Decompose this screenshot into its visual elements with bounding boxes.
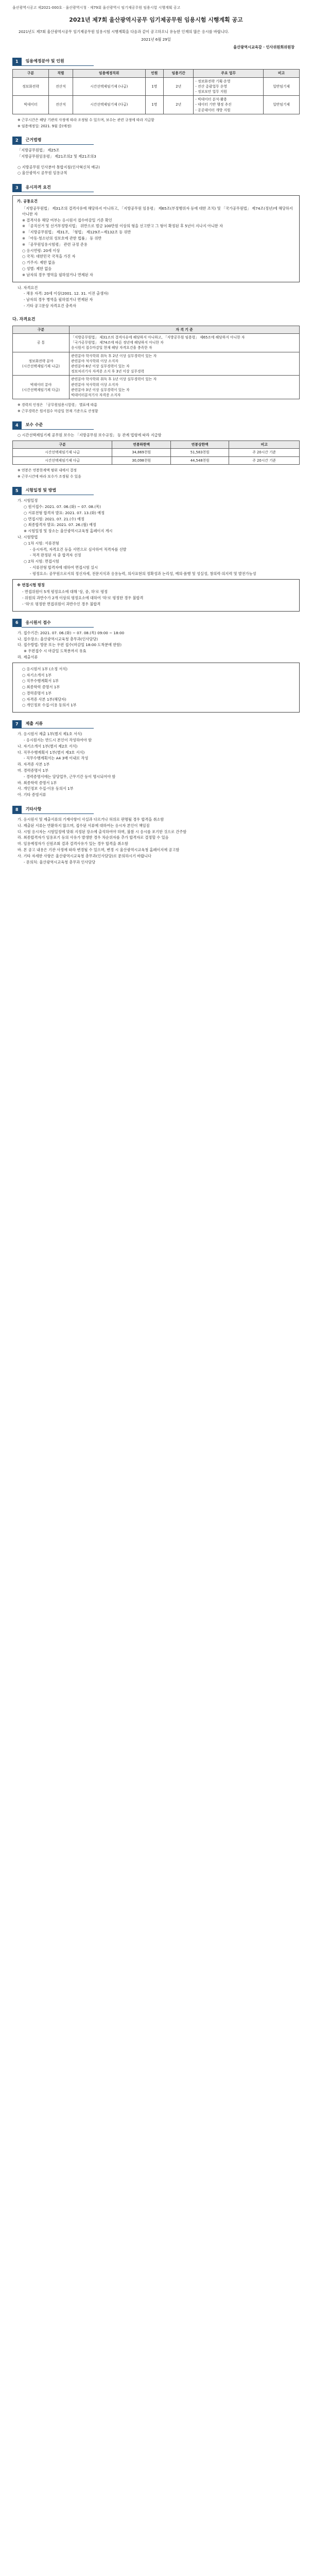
submit-item: 가. 응시원서 제출 1부(별지 제1호 서식) — [18, 732, 82, 737]
positions-table — [12, 69, 300, 114]
schedule-item: ※ 시험일정 및 장소는 울산광역시교육청 홈페이지 게시 — [24, 529, 113, 534]
sub-item: 나. 자격요건 — [18, 285, 38, 290]
table-cell: 정보화전략 — [13, 77, 49, 96]
table-header-cell: 구분 — [13, 326, 70, 333]
section-title: 응시원서 접수 — [22, 619, 94, 628]
law-note: ○ 울산광역시 공무원 임용규칙 — [18, 171, 67, 176]
table-cell: 관련분야 학사학위 취득 후 1년 이상 실무경력이 있는 자 관련분야 석사학위 이상 소지자 관련분야 3년 이상 실무경력이 있는 자 빅데이터분석기사 자격증 소지자 — [70, 376, 300, 399]
box-line: - '하'로 평정한 면접위원이 과반수인 경우 불합격 — [22, 601, 101, 606]
schedule-item: - 적격 판정된 자 중 합격자 선정 — [30, 553, 81, 558]
box-line: - 위원의 과반수가 2개 이상의 평정요소에 대하여 '하'로 평정한 경우 불합격 — [22, 596, 144, 601]
section-title: 제출 서류 — [22, 720, 94, 728]
law-item: 「지방공무원임용령」 제21조의2 및 제21조의3 — [18, 154, 96, 159]
section-title: 시험일정 및 방법 — [22, 486, 94, 495]
section-7-header — [12, 720, 300, 728]
box-line: ※ 남자의 경우 병역을 필하였거나 면제된 자 — [22, 272, 93, 277]
section-title: 임용예정분야 및 인원 — [22, 57, 94, 66]
section-number: 5 — [12, 487, 22, 495]
box-line: 「지방공무원법」 제31조의 결격사유에 해당하지 아니하고, 「지방공무원 임용령」 제65조(부정행위자 등에 대한 조치) 및 「국가공무원법」 제74조(정년)에 해당하지 아니한 자 — [22, 206, 293, 216]
application-item: 가. 접수기간: 2021. 07. 06.(화) ~ 07. 08.(목) 09:00 ~ 18:00 — [18, 630, 125, 635]
submit-item: - 경력증명서에는 담당업무, 근무기간 등이 명시되어야 함 — [24, 774, 116, 779]
submit-item: 마. 경력증명서 1부 — [18, 768, 49, 773]
misc-item: 가. 응시원서 및 제출서류의 기재사항이 사실과 다르거나 허위로 판명될 경우 합격을 취소함 — [18, 817, 164, 822]
table-cell: 시간선택제임기제 나급 — [13, 449, 112, 456]
table-header-row — [13, 70, 300, 77]
table-cell: 빅데이터 분야 (시간선택제임기제 다급) — [13, 376, 70, 399]
law-note: ○ 지방공무원 인사분야 통합지침(인사혁신처 예규) — [18, 164, 100, 170]
section-title: 보수 수준 — [22, 421, 94, 430]
application-item: 다. 접수방법: 방문 또는 우편 접수(마감일 18:00 도착분에 한함) — [18, 642, 122, 648]
schedule-item: ○ 1차 시험: 서류전형 — [24, 540, 59, 546]
box-line: ※ 「아동·청소년의 성보호에 관한 법률」 등 위반 — [22, 236, 102, 241]
box-line: ※ 「지방공무원법」 제31조, 「형법」 제129조~제132조 등 위반 — [22, 230, 131, 235]
table-row — [13, 334, 300, 352]
pay-table — [12, 440, 300, 465]
sub-item: - 채용 자격: 20세 이상(2001. 12. 31. 이전 출생자) — [24, 291, 109, 296]
table-header-cell: 자 격 기 준 — [70, 326, 300, 333]
table-cell: 시간선택제임기제 다급 — [13, 456, 112, 464]
table-cell: 51,583천원 — [170, 449, 229, 456]
note-line: ※ 근무시간은 해당 기관의 사정에 따라 조정될 수 있으며, 보수는 관련 규정에 따라 지급함 — [18, 117, 154, 122]
submit-item: - 응시원서는 반드시 본인이 작성하여야 함 — [24, 738, 92, 743]
table-header-cell: 임용예정직위 — [73, 70, 145, 77]
table-row — [13, 96, 300, 114]
misc-item: - 문의처: 울산광역시교육청 총무과 인사담당 — [24, 859, 96, 865]
box-line: ○ 국적: 대한민국 국적을 가진 자 — [22, 254, 76, 259]
table-header-cell: 주요 업무 — [194, 70, 264, 77]
section-4-header — [12, 421, 300, 430]
section-1-header — [12, 57, 300, 66]
section-number: 2 — [12, 137, 22, 145]
note-line: ※ 근무경력은 원서접수 마감일 현재 기준으로 산정함 — [18, 409, 98, 414]
table-cell: 일반임기제 — [263, 96, 299, 114]
section-number: 8 — [12, 806, 22, 814]
table-cell: 44,548천원 — [170, 456, 229, 464]
table-header-cell: 비고 — [263, 70, 299, 77]
table-cell: 주 20시간 기준 — [229, 456, 300, 464]
note-line: ※ 경력의 인정은 「공무원임용시험령」 별표에 따름 — [18, 403, 97, 408]
table-header-cell: 직렬 — [48, 70, 73, 77]
issuer-name: 울산광역시교육감 · 인사위원회위원장 — [233, 44, 294, 49]
box-title: ※ 면접시험 평정 — [17, 582, 45, 587]
schedule-item: ○ 원서접수: 2021. 07. 06.(화) ~ 07. 08.(목) — [24, 504, 101, 509]
misc-item: 나. 제출된 서류는 반환하지 않으며, 접수된 서류에 대하여는 응시자 본인이 책임짐 — [18, 823, 150, 828]
note-line: ※ 연봉은 연봉한계액 범위 내에서 결정 — [18, 468, 77, 472]
table-cell: 「지방공무원법」 제31조의 결격사유에 해당하지 아니하고, 「지방공무원 임용령」 제65조에 해당하지 아니한 자 「국가공무원법」 제74조에 따른 정년에 해당하지 아니한 자 응시원서 접수마감일 현재 해당 자격요건을 충족한 자 — [70, 334, 300, 352]
table-row — [13, 77, 300, 96]
note-line: ※ 근무시간에 따라 보수가 조정될 수 있음 — [18, 474, 81, 479]
box-line: ○ 개인정보 수집·이용 동의서 1부 — [22, 703, 77, 708]
table-cell: 34,869천원 — [112, 449, 171, 456]
section-title: 근거법령 — [22, 136, 94, 145]
table-row — [13, 456, 300, 464]
submit-item: 나. 자기소개서 1부(별지 제2호 서식) — [18, 743, 78, 749]
sub-item: - 남자의 경우 병역을 필하였거나 면제된 자 — [24, 297, 93, 302]
table-cell: 빅데이터 — [13, 96, 49, 114]
section-title: 기타사항 — [22, 805, 94, 814]
schedule-item: - 응시자격, 자격요건 등을 서면으로 심사하여 적격자를 선발 — [30, 547, 127, 552]
box-line: - 면접위원이 5개 평정요소에 대해 '상, 중, 하'로 평정 — [22, 589, 108, 595]
box-title: 가. 공통요건 — [17, 199, 38, 204]
submit-item: 다. 직무수행계획서 1부(별지 제3호 서식) — [18, 750, 85, 755]
law-item: 「지방공무원법」 제25조 — [18, 148, 60, 153]
table-row — [13, 376, 300, 399]
submit-item: 아. 기타 증빙서류 — [18, 792, 46, 798]
misc-item: 마. 임용예정자가 신원조회 결과 결격사유가 있는 경우 합격을 취소함 — [18, 841, 128, 846]
box-line: ○ 경력증명서 1부 — [22, 690, 52, 696]
table-header-cell: 임용기간 — [163, 70, 193, 77]
table-cell: 정보화전략 분야 (시간선택제임기제 나급) — [13, 352, 70, 376]
section-3-header — [12, 183, 300, 192]
misc-item: 라. 최종합격자가 임용포기 등의 사유가 발생한 경우 차순위자를 추가 합격자로 결정할 수 있음 — [18, 835, 169, 840]
submit-item: - 직무수행계획서는 A4 3매 이내로 작성 — [24, 756, 89, 761]
misc-item: 바. 본 공고 내용은 기관 사정에 따라 변경될 수 있으며, 변경 시 울산광역시교육청 홈페이지에 공고함 — [18, 848, 180, 853]
section-2-header — [12, 136, 300, 145]
table-cell: 1명 — [145, 77, 163, 96]
table-header-row — [13, 441, 300, 449]
section-6-header — [12, 619, 300, 628]
misc-item: 다. 시험 응시자는 시험일정에 맞춰 지정된 장소에 출석하여야 하며, 불참 시 응시를 포기한 것으로 간주함 — [18, 829, 187, 834]
section-number: 6 — [12, 619, 22, 627]
table-cell: 2년 — [163, 77, 193, 96]
misc-item: 사. 기타 자세한 사항은 울산광역시교육청 총무과(인사담당)로 문의하시기 바랍니다 — [18, 853, 151, 858]
table-row — [13, 352, 300, 376]
table-cell: 2년 — [163, 96, 193, 114]
note-line: ※ 임용예정일: 2021. 9월 중(예정) — [18, 124, 72, 128]
box-line: ○ 자격증 사본 1부(해당자) — [22, 697, 66, 702]
box-line: ○ 응시원서 1부 (소정 서식) — [22, 666, 68, 671]
schedule-item: - 서류전형 합격자에 대하여 면접시험 실시 — [30, 565, 98, 570]
table-cell: 1명 — [145, 96, 163, 114]
box-line: ○ 최종학력 증명서 1부 — [22, 685, 60, 690]
table-header-cell: 연봉하한액 — [112, 441, 171, 449]
application-item: ※ 우편접수 시 마감일 도착분까지 유효 — [24, 649, 86, 654]
table-header-row — [13, 326, 300, 333]
table-cell: 전산직 — [48, 77, 73, 96]
table-header-cell: 연봉상한액 — [170, 441, 229, 449]
table-cell: - 정보화전략 기획·운영 - 전산 총괄업무 운영 - 정보보안 업무 지원 — [194, 77, 264, 96]
document-title: 2021년 제7회 울산광역시공무 임기제공무원 임용시험 시행계획 공고 — [69, 16, 243, 23]
table-cell: 30,098천원 — [112, 456, 171, 464]
schedule-item: ○ 서류전형 합격자 발표: 2021. 07. 13.(화) 예정 — [24, 510, 105, 515]
header-note: 울산광역시공고 제2021-000호 · 울산광역시청 · 제79회 울산광역시 임기제공무원 임용시험 시행계획 공고 — [12, 6, 181, 10]
common-requirements-box — [12, 195, 300, 282]
table-cell: - 빅데이터 분석·활용 - 데이터 기반 행정 추진 - 공공데이터 개방 지원 — [194, 96, 264, 114]
interview-rating-box — [12, 579, 300, 612]
schedule-item: ○ 면접시험: 2021. 07. 21.(수) 예정 — [24, 516, 84, 521]
table-header-cell: 인원 — [145, 70, 163, 77]
intro-paragraph: 2021년도 제7회 울산광역시공무 임기제공무원 임용시험 시행계획을 다음과 같이 공고하오니 유능한 인재의 많은 응시를 바랍니다. — [19, 29, 229, 34]
subsection-title: 다. 자격요건 — [12, 316, 36, 321]
box-line: ○ 성별: 제한 없음 — [22, 266, 52, 272]
box-line: ○ 응시연령: 20세 이상 — [22, 248, 60, 253]
schedule-item: - 평정요소: 공무원으로서의 정신자세, 전문지식과 응용능력, 의사표현의 정확성과 논리성, 예의·품행 및 성실성, 창의력·의지력 및 발전가능성 — [30, 571, 256, 576]
section-5-header — [12, 486, 300, 495]
section-number: 4 — [12, 421, 22, 430]
pay-line: ○ 시간선택제임기제 공무원 보수는 「지방공무원 보수규정」 등 관계 법령에 따라 지급함 — [18, 433, 162, 438]
schedule-item: ○ 최종합격자 발표: 2021. 07. 26.(월) 예정 — [24, 522, 96, 528]
application-item: 라. 제출서류 — [18, 654, 38, 659]
box-line: ※ 결격사유 해당 여부는 응시원서 접수마감일 기준 확인 — [22, 217, 112, 223]
box-line: ※ 「공무원임용시험령」 관련 규정 준용 — [22, 242, 88, 247]
submit-item: 라. 자격증 사본 1부 — [18, 762, 50, 767]
section-number: 3 — [12, 184, 22, 192]
section-title: 응시자격 요건 — [22, 183, 94, 192]
announcement-date: 2021년 6월 29일 — [141, 37, 171, 42]
table-cell: 시간선택제임기제 (나급) — [73, 77, 145, 96]
table-cell: 일반임기제 — [263, 77, 299, 96]
table-cell: 시간선택제임기제 (다급) — [73, 96, 145, 114]
schedule-item: ○ 2차 시험: 면접시험 — [24, 559, 59, 564]
table-cell: 전산직 — [48, 96, 73, 114]
table-cell: 관련분야 학사학위 취득 후 2년 이상 실무경력이 있는 자 관련분야 석사학위 이상 소지자 관련분야 6년 이상 실무경력이 있는 자 정보처리기사 자격증 소지 후 3년 이상 실무경력 — [70, 352, 300, 376]
schedule-item: 가. 시험일정 — [18, 498, 38, 503]
box-line: ○ 거주지: 제한 없음 — [22, 260, 56, 265]
section-8-header — [12, 805, 300, 814]
box-line: ○ 직무수행계획서 1부 — [22, 679, 59, 684]
table-cell: 공 통 — [13, 334, 70, 352]
box-line: ○ 자기소개서 1부 — [22, 672, 52, 677]
section-number: 1 — [12, 58, 22, 66]
table-header-cell: 구분 — [13, 441, 112, 449]
box-line: ※ 「공직선거 및 선거부정방지법」 위반으로 벌금 100만원 이상의 형을 선고받고 그 형이 확정된 후 5년이 지나지 아니한 자 — [22, 224, 223, 229]
application-item: 나. 접수장소: 울산광역시교육청 총무과(인사담당) — [18, 636, 98, 641]
section-number: 7 — [12, 720, 22, 728]
documents-box — [12, 663, 300, 713]
table-row — [13, 449, 300, 456]
sub-item: - 기타 공고문상 자격요건 충족자 — [24, 303, 76, 309]
table-header-cell: 비고 — [229, 441, 300, 449]
schedule-item: 나. 시험방법 — [18, 534, 38, 539]
qualification-table — [12, 326, 300, 399]
submit-item: 바. 최종학력 증명서 1부 — [18, 780, 57, 785]
table-header-cell: 구분 — [13, 70, 49, 77]
submit-item: 사. 개인정보 수집·이용 동의서 1부 — [18, 786, 74, 791]
table-cell: 주 20시간 기준 — [229, 449, 300, 456]
